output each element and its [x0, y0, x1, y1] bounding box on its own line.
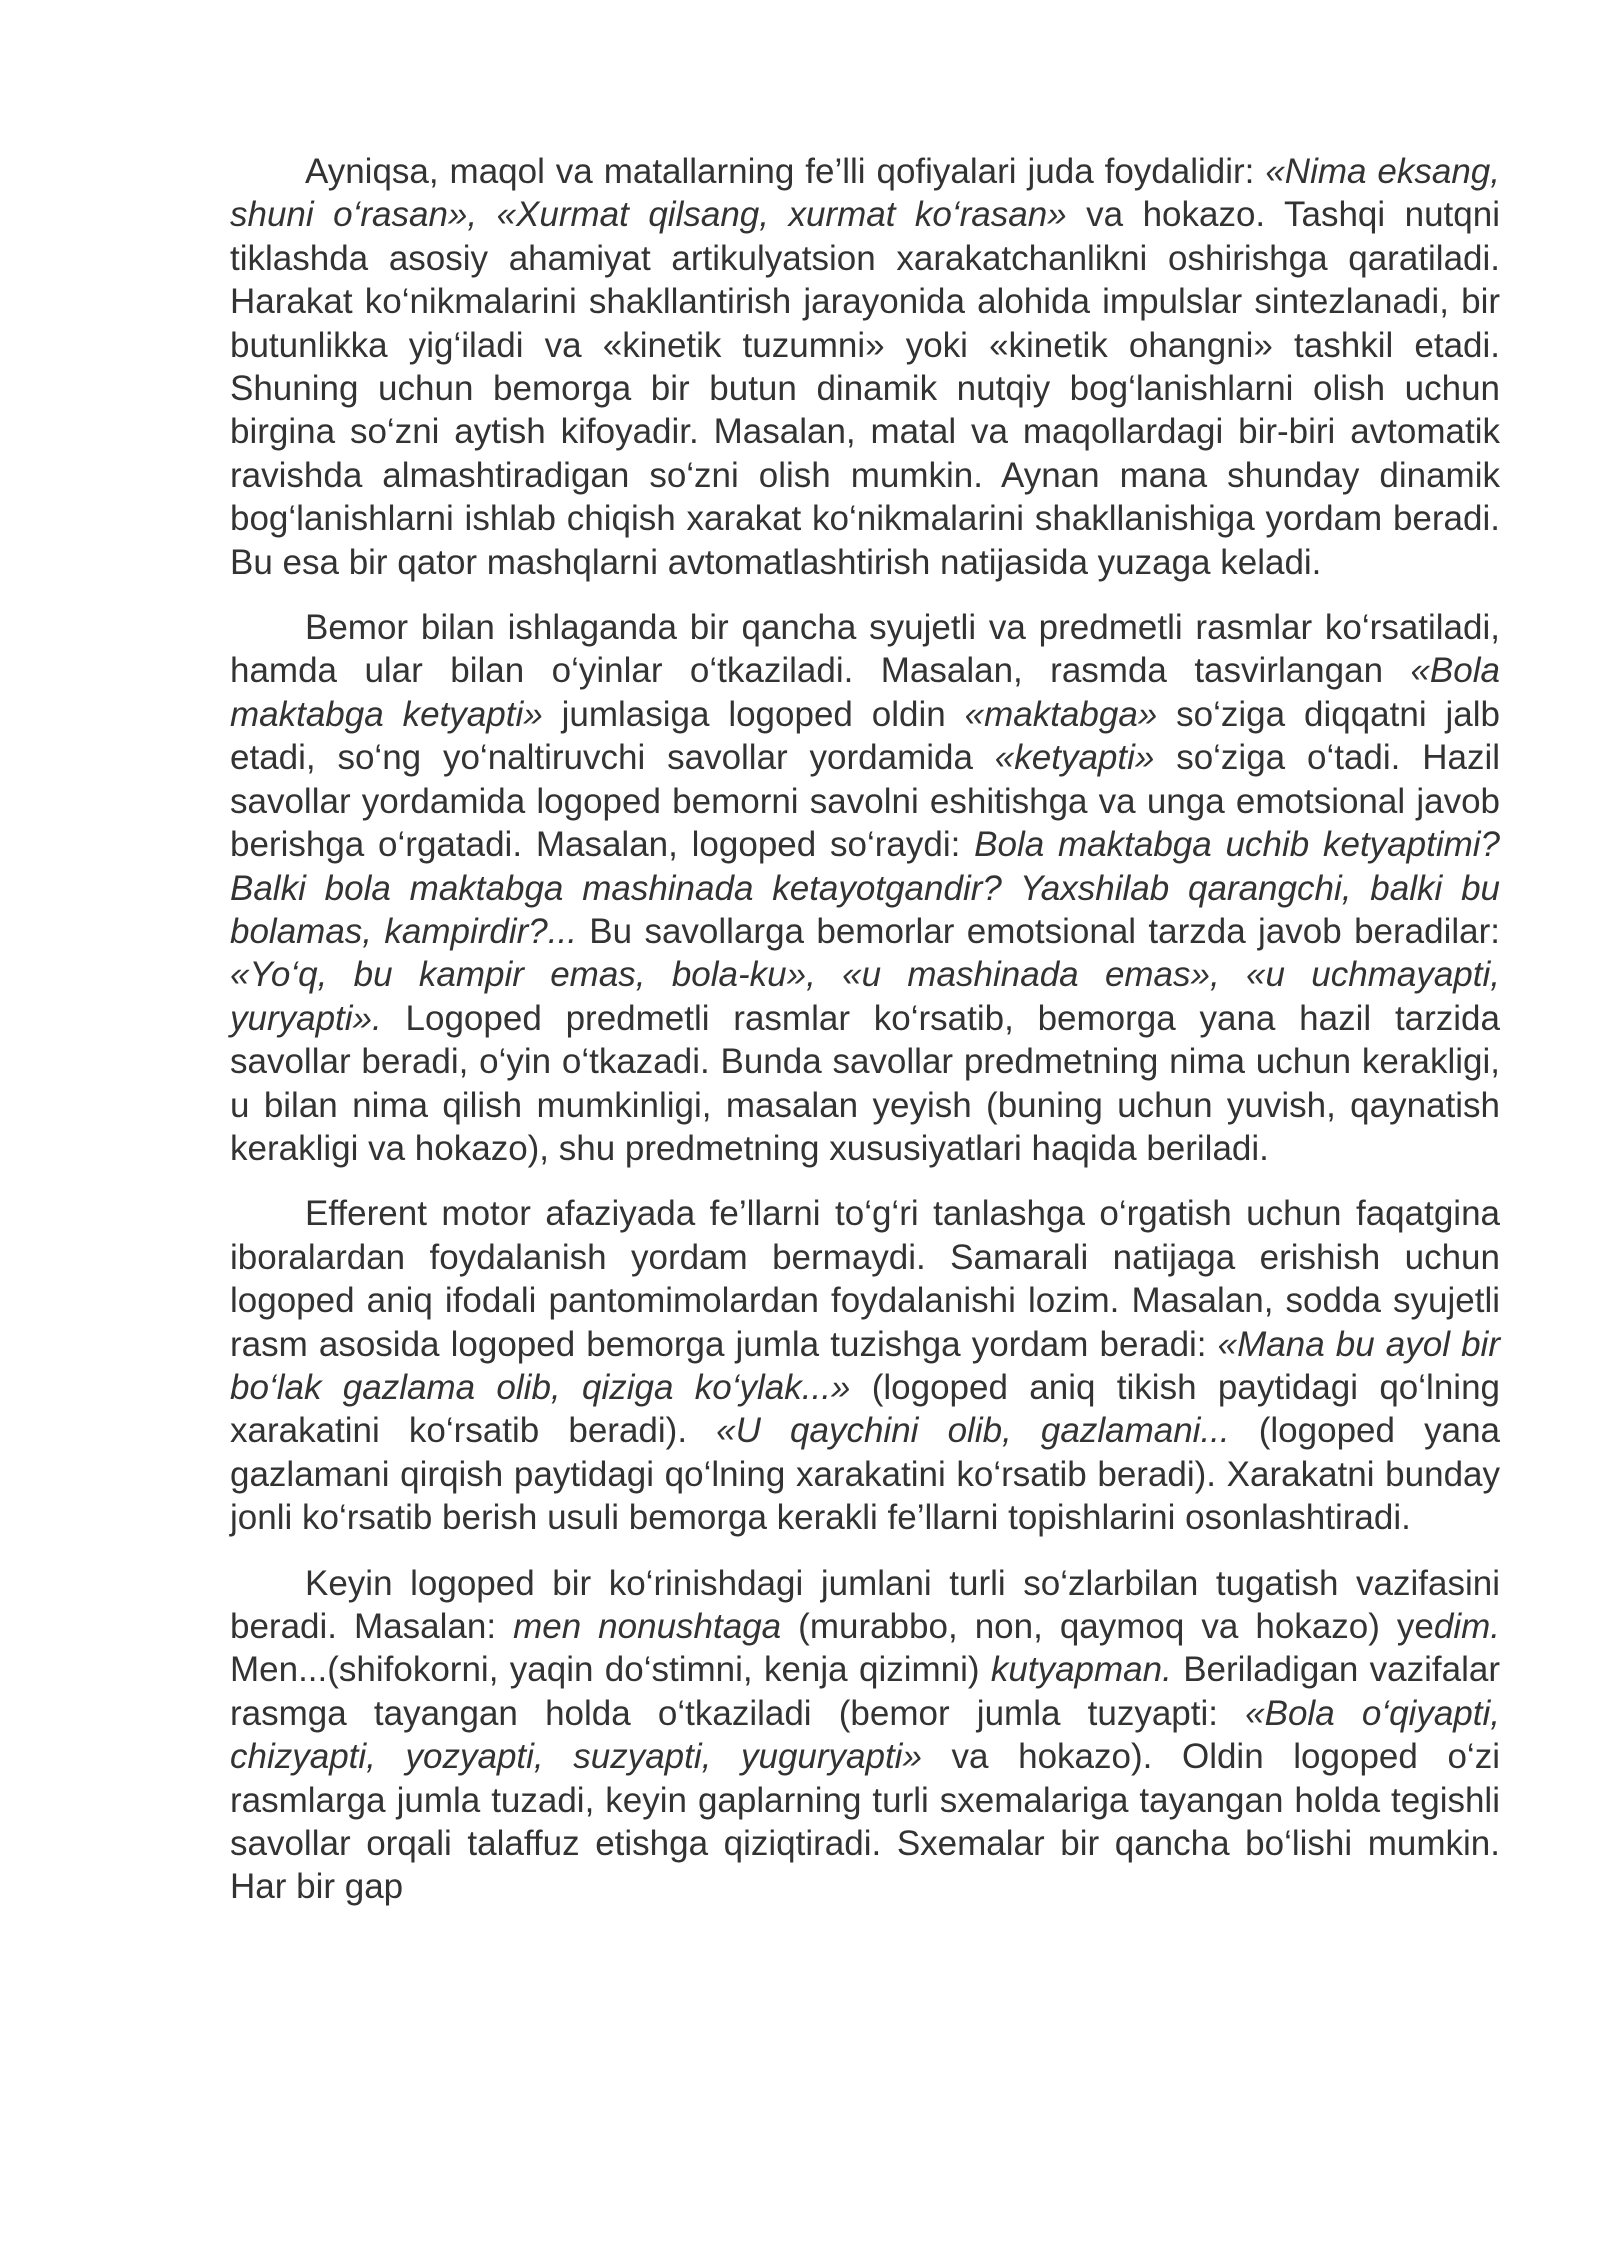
- italic-span: dim.: [1433, 1607, 1500, 1646]
- paragraph-3: [230, 1192, 1500, 1539]
- italic-span: «Bola o‘qiyapti, chizyapti, yozyapti, suzyapti, yuguryapti»: [230, 1693, 1500, 1777]
- text-span: Bemor bilan ishlaganda bir qancha syujetli va predmetli rasmlar ko‘rsatiladi, hamda ular bilan o‘yinlar o‘tkaziladi. Masalan, rasmda tasvirlangan: [230, 608, 1500, 691]
- italic-span: men nonushtaga: [513, 1607, 782, 1646]
- italic-span: «Mana bu ayol bir bo‘lak gazlama olib, qiziga ko‘ylak...»: [230, 1324, 1500, 1407]
- italic-span: kutyapman.: [990, 1650, 1172, 1690]
- italic-span: Bola maktabga uchib ketyaptimi? Balki bola maktabga mashinada ketayotgandir? Yaxshilab qarangchi, balki bu bolamas, kampirdir?...: [230, 825, 1500, 951]
- text-span: so‘ziga o‘tadi. Hazil savollar yordamida logoped bemorni savolni eshitishga va unga emotsional javob berishga o‘rgatadi. Masalan, logoped so‘raydi:: [230, 738, 1500, 865]
- text-span: Beriladigan vazifalar rasmga tayangan holda o‘tkaziladi (bemor jumla tuzyapti:: [230, 1650, 1500, 1733]
- paragraph-2: [230, 606, 1500, 1170]
- text-span: (logoped aniq tikish paytidagi qo‘lning xarakatini ko‘rsatib beradi).: [230, 1367, 1500, 1451]
- italic-span: «U qaychini olib, gazlamani...: [716, 1411, 1230, 1451]
- italic-span: «ketyapti»: [994, 738, 1155, 778]
- italic-span: «Yo‘q, bu kampir emas, bola-ku», «u mashinada emas», «u uchmayapti, yuryapti».: [230, 955, 1500, 1038]
- text-span: so‘ziga diqqatni jalb etadi, so‘ng yo‘naltiruvchi savollar yordamida: [230, 694, 1500, 778]
- text-span: Keyin logoped bir ko‘rinishdagi jumlani turli so‘zlarbilan tugatish vazifasini beradi. Masalan:: [230, 1563, 1500, 1646]
- paragraph-4: [230, 1562, 1500, 1909]
- text-span: va hokazo. Tashqi nutqni tiklashda asosiy ahamiyat artikulyatsion xarakatchanlikni oshirishga qaratiladi. Harakat ko‘nikmalarini shakllantirish jarayonida alohida impulslar sintezlanadi, bir butunlikka yig‘iladi va «kinetik tuzumni» yoki «kinetik ohangni» tashkil etadi. Shuning uchun bemorga bir butun dinamik nutqiy bog‘lanishlarni olish uchun birgina so‘zni aytish kifoyadir. Masalan, matal va maqollardagi bir-biri avtomatik ravishda almashtiradigan so‘zni olish mumkin. Aynan mana shunday dinamik bog‘lanishlarni ishlab chiqish xarakat ko‘nikmalarini shakllanishiga yordam beradi. Bu esa bir qator mashqlarni avtomatlashtirish natijasida yuzaga keladi.: [230, 195, 1500, 582]
- text-span: Logoped predmetli rasmlar ko‘rsatib, bemorga yana hazil tarzida savollar beradi, o‘yin o‘tkazadi. Bunda savollar predmetning nima uchun kerakligi, u bilan nima qilish mumkinligi, masalan yeyish (buning uchun yuvish, qaynatish kerakligi va hokazo), shu predmetning xususiyatlari haqida beriladi.: [230, 998, 1500, 1168]
- text-span: (murabbo, non, qaymoq va hokazo) ye: [781, 1607, 1434, 1646]
- italic-span: «maktabga»: [964, 694, 1158, 734]
- document-page: [230, 150, 1500, 1909]
- italic-span: «Nima eksang, shuni o‘rasan», «Xurmat qilsang, xurmat ko‘rasan»: [230, 152, 1500, 235]
- italic-span: «Bola maktabga ketyapti»: [230, 651, 1500, 734]
- text-span: (logoped yana gazlamani qirqish paytidagi qo‘lning xarakatini ko‘rsatib beradi). Xarakatni bunday jonli ko‘rsatib berish usuli bemorga kerakli fe’llarni topishlarini osonlashtiradi.: [230, 1411, 1500, 1538]
- text-span: Men...(shifokorni, yaqin do‘stimni, kenja qizimni): [230, 1650, 991, 1690]
- text-span: jumlasiga logoped oldin: [542, 694, 965, 734]
- text-span: Ayniqsa, maqol va matallarning fe’lli qofiyalari juda foydalidir:: [305, 152, 1266, 191]
- paragraph-1: [230, 150, 1500, 584]
- text-span: Efferent motor afaziyada fe’llarni to‘g‘ri tanlashga o‘rgatish uchun faqatgina iboralardan foydalanish yordam bermaydi. Samarali natijaga erishish uchun logoped aniq ifodali pantomimolardan foydalanishi lozim. Masalan, sodda syujetli rasm asosida logoped bemorga jumla tuzishga yordam beradi:: [230, 1194, 1500, 1364]
- text-span: va hokazo). Oldin logoped o‘zi rasmlarga jumla tuzadi, keyin gaplarning turli sxemalariga tayangan holda tegishli savollar orqali talaffuz etishga qiziqtiradi. Sxemalar bir qancha bo‘lishi mumkin. Har bir gap: [230, 1737, 1500, 1907]
- text-span: Bu savollarga bemorlar emotsional tarzda javob beradilar:: [576, 911, 1501, 951]
